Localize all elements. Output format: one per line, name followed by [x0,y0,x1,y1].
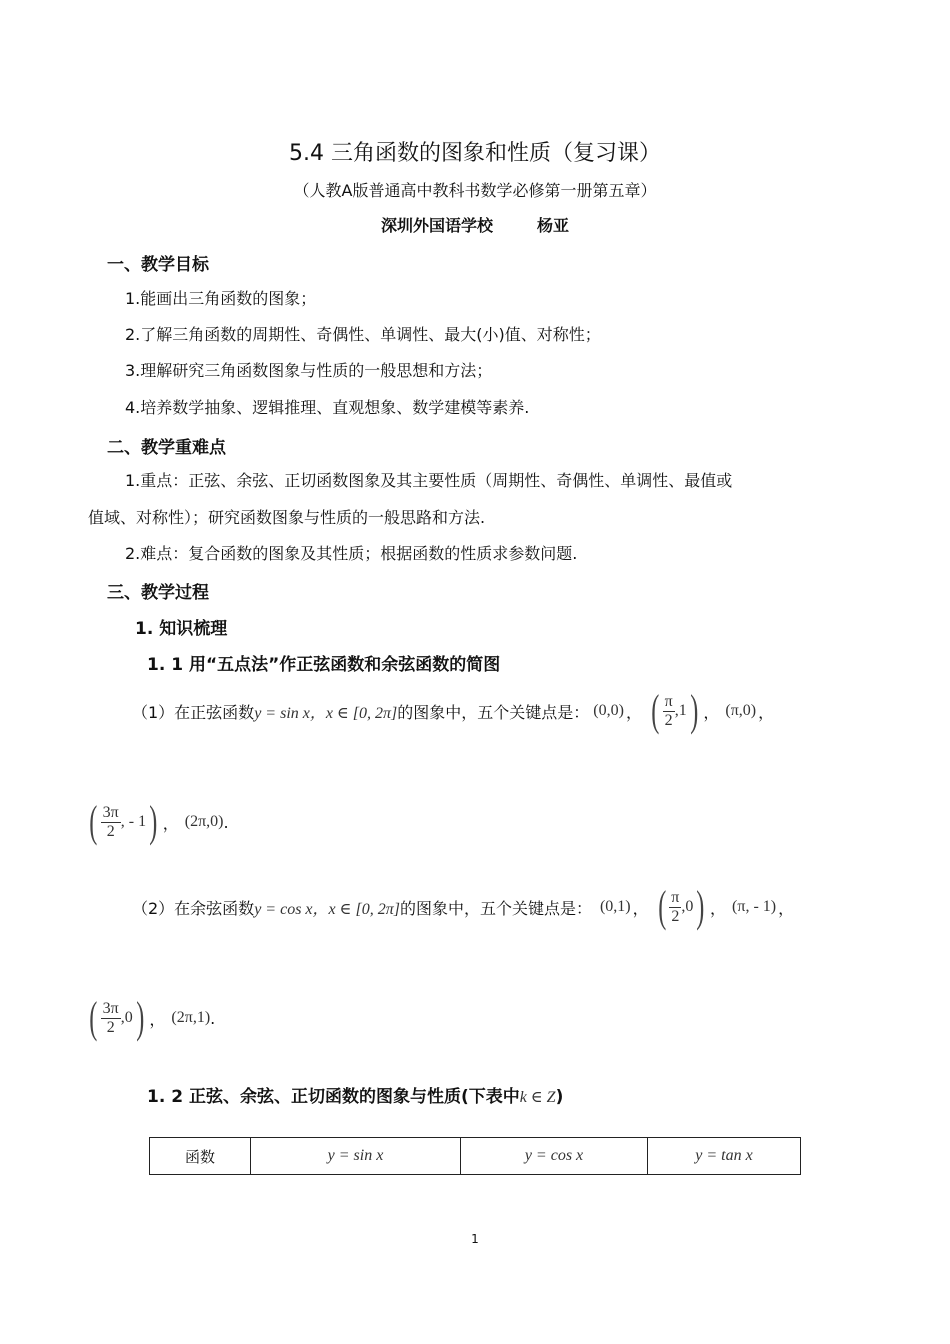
point-y: ,1 [674,702,687,719]
key-point-line1: 1.重点：正弦、余弦、正切函数图象及其主要性质（周期性、奇偶性、单调性、最值或 [125,471,733,490]
comma: ， [758,702,775,722]
tan-expr: y = tan x [695,1147,753,1164]
goal-item-4: 4.培养数学抽象、逻辑推理、直观想象、数学建模等素养. [125,398,530,417]
fraction-numerator: 3π [102,999,119,1017]
fraction [101,1000,121,1037]
fraction [101,804,121,841]
cos-expr: y = cos x [524,1147,584,1164]
table-col-tan [648,1138,801,1175]
table-col-cos [461,1138,648,1175]
fraction-numerator: π [671,888,680,906]
key-point-line2: 值域、对称性）；研究函数图象与性质的一般思路和方法. [88,508,486,527]
point-y: ,0 [120,1009,133,1026]
cosine-prefix: （2）在余弦函数 [132,898,255,918]
comma: ， [710,898,727,918]
fraction [663,693,675,730]
properties-table [149,1137,801,1175]
fraction [669,889,681,926]
point-y: ,0 [681,898,694,915]
cosine-point-5: (2π,1) [171,1009,211,1026]
sine-point-4 [86,797,161,846]
sine-mid-text: 的图象中，五个关键点是： [397,702,590,722]
section3-heading: 三、教学过程 [107,583,209,603]
left-paren: ( [89,797,98,846]
left-paren: ( [89,993,98,1042]
left-paren: ( [657,882,666,931]
section2-heading: 二、教学重难点 [107,438,226,458]
cosine-point-1: (0,1) [599,898,631,915]
author-school: 深圳外国语学校 [380,216,493,235]
table-col-sin [251,1138,461,1175]
right-paren: ) [696,882,705,931]
cosine-point-3: (π, - 1) [732,898,777,915]
fraction-denominator: 2 [106,822,115,840]
comma: ， [778,898,795,918]
left-paren: ( [651,686,660,735]
sine-prefix: （1）在正弦函数 [132,702,255,722]
fraction-denominator: 2 [106,1018,115,1036]
cosine-function [254,896,400,919]
period: . [223,812,229,832]
period: . [210,1008,216,1028]
cosine-point-2 [655,882,708,931]
author-name: 杨亚 [537,216,570,235]
table-header-function: 函数 [150,1138,251,1175]
subsection-five-point: 1. 1 用“五点法”作正弦函数和余弦函数的简图 [147,655,501,675]
comma: ， [625,702,642,722]
sin-expr: y = sin x [327,1147,384,1164]
fraction-numerator: π [664,692,673,710]
point-y: , - 1 [120,813,147,830]
comma: ， [703,702,720,722]
k-in-z [520,1089,556,1106]
comma: ， [632,898,649,918]
sine-keypoints-line [132,688,780,734]
k-in-z-expr: k ∈ Z [519,1089,556,1106]
fraction-numerator: 3π [102,803,119,821]
right-paren: ) [136,993,145,1042]
fraction-denominator: 2 [671,907,680,925]
subsection-properties [147,1082,563,1107]
cosine-point-4 [86,993,147,1042]
difficulty-point: 2.难点：复合函数的图象及其性质；根据函数的性质求参数问题. [125,544,578,563]
sine-keypoints-continued [86,796,229,848]
page-subtitle: （人教A版普通高中教科书数学必修第一册第五章） [293,181,657,200]
fraction-denominator: 2 [664,711,673,729]
page-number: 1 [471,1232,479,1246]
sine-point-1: (0,0) [593,702,624,719]
sine-function [254,700,397,723]
goal-item-3: 3.理解研究三角函数图象与性质的一般思想和方法； [125,361,493,380]
sine-function-expr: y = sin x，x ∈ [0, 2π] [254,704,398,722]
subsection-knowledge: 1. 知识梳理 [135,619,228,639]
cosine-keypoints-line [132,882,800,932]
subsection-properties-text: 1. 2 正弦、余弦、正切函数的图象与性质(下表中 [147,1087,520,1107]
sine-point-2 [648,686,701,735]
comma: ， [149,1009,166,1029]
goal-item-2: 2.了解三角函数的周期性、奇偶性、单调性、最大(小)值、对称性； [125,325,601,344]
cosine-function-expr: y = cos x，x ∈ [0, 2π] [254,900,400,918]
sine-point-5: (2π,0) [184,813,224,830]
right-paren: ) [690,686,699,735]
right-paren: ) [149,797,158,846]
sine-point-3: (π,0) [725,702,757,719]
comma: ， [162,813,179,833]
section1-heading: 一、教学目标 [107,255,209,275]
cosine-keypoints-continued [86,992,215,1044]
cosine-mid-text: 的图象中，五个关键点是： [399,898,592,918]
close-paren: ) [555,1087,564,1107]
goal-item-1: 1.能画出三角函数的图象； [125,289,317,308]
table-row [150,1138,801,1175]
author-line [0,213,950,236]
page-title: 5.4 三角函数的图象和性质（复习课） [289,141,661,166]
